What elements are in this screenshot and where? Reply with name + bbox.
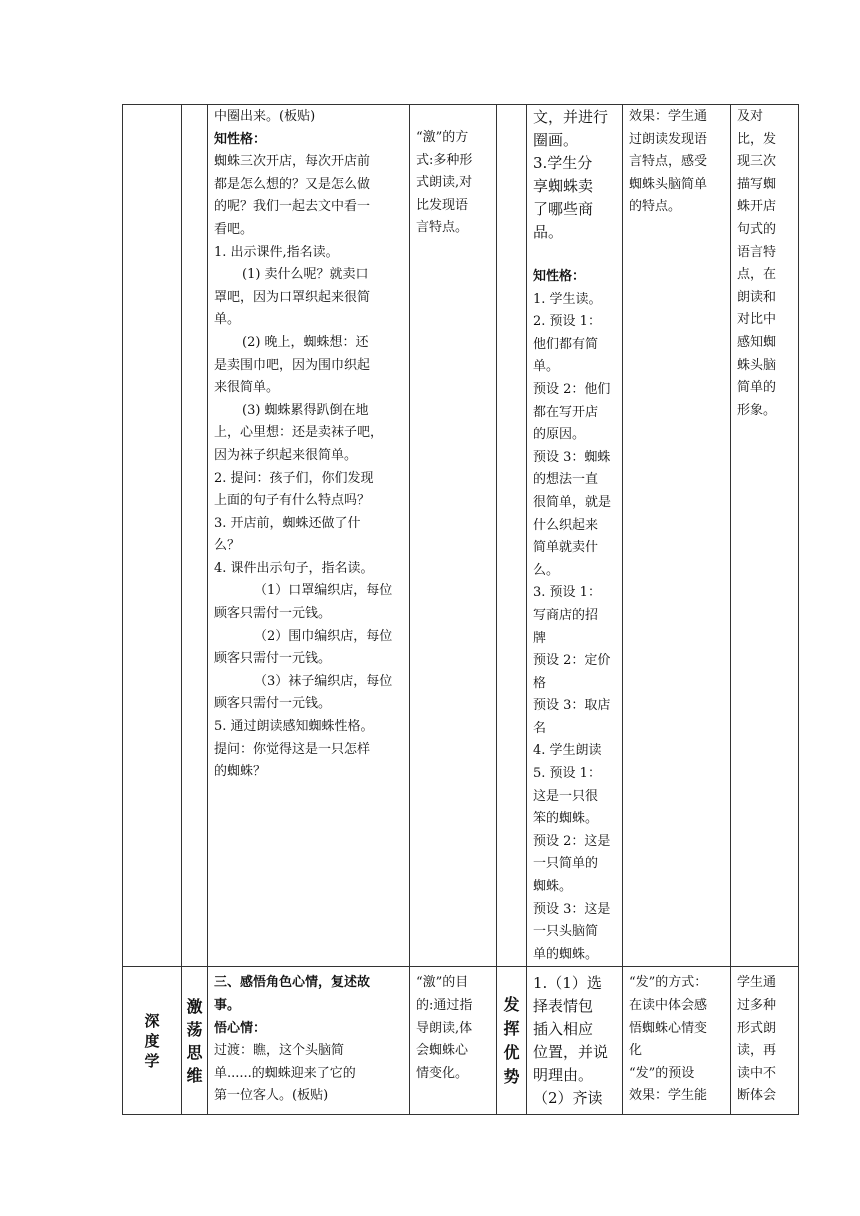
strategy-cell <box>182 105 208 967</box>
text-line: 过多种 <box>737 998 777 1013</box>
text-line: 预设 3：这是 <box>533 901 611 917</box>
text-line: 单。 <box>533 359 560 375</box>
text-line: 择表情包 <box>533 997 594 1016</box>
text-line: “激”的方 <box>416 130 469 145</box>
text-line: 位置，并说 <box>533 1043 609 1062</box>
section-heading: 悟心情： <box>214 1020 267 1036</box>
stage-cell <box>123 967 182 1115</box>
text-line: 情变化。 <box>416 1065 469 1081</box>
text-line: 看吧。 <box>214 221 254 237</box>
text-line: 的原因。 <box>533 427 586 443</box>
text-line: 很简单，就是 <box>533 494 612 510</box>
text-line: 插入相应 <box>533 1020 594 1039</box>
goal-cell <box>731 105 799 967</box>
text-line: 形式朗 <box>737 1020 777 1036</box>
text-line: 上面的句子有什么特点吗？ <box>214 493 371 509</box>
text-line: 单。 <box>214 312 241 328</box>
text-line: 的特点。 <box>629 199 682 215</box>
design-intent-cell <box>410 967 497 1115</box>
text-line: 圈画。 <box>533 131 579 149</box>
text-line: 格 <box>533 675 547 691</box>
text-line: 蛛头脑 <box>737 357 777 373</box>
student-strategy-cell <box>497 967 527 1115</box>
text-line: 中圈出来。(板贴) <box>214 109 316 124</box>
text-line: 一只头脑简 <box>533 924 599 940</box>
text-line: 描写蜘 <box>737 176 777 192</box>
text-line: 会蜘蛛心 <box>416 1043 469 1059</box>
text-line: 单......的蜘蛛迎来了它的 <box>214 1065 356 1081</box>
expected-effect-cell <box>623 967 731 1115</box>
text-line: 这是一只很 <box>533 788 599 804</box>
text-line: 学生通 <box>737 975 777 991</box>
text-line: 牌 <box>533 630 547 646</box>
text-line: 文，并进行 <box>533 108 609 126</box>
text-line: 的呢？我们一起去文中看一 <box>214 199 371 215</box>
text-line: （1）口罩编织店，每位 <box>254 583 393 599</box>
text-line: 预设 3：蜘蛛 <box>533 449 611 465</box>
text-line: 化 <box>629 1043 643 1059</box>
text-line: 提问：你觉得这是一只怎样 <box>214 741 371 757</box>
text-line: 享蜘蛛卖 <box>533 177 594 195</box>
text-line: “发”的预设 <box>629 1065 695 1081</box>
text-line: 蜘蛛头脑简单 <box>629 176 708 192</box>
text-line: 第一位客人。(板贴) <box>214 1088 329 1104</box>
text-line: 言特点。 <box>416 220 469 236</box>
text-line: 1. 学生读。 <box>533 291 602 307</box>
text-line: 么。 <box>533 562 560 578</box>
text-line: 么？ <box>214 538 241 554</box>
text-line: 预设 3：取店 <box>533 698 611 714</box>
text-line: 导朗读,体 <box>416 1020 473 1036</box>
text-line: 断体会 <box>737 1088 777 1104</box>
text-line: 式朗读,对 <box>416 175 473 191</box>
text-line: 2. 提问：孩子们，你们发现 <box>214 470 374 486</box>
text-line: 是卖围巾吧，因为围巾织起 <box>214 357 371 373</box>
text-line: 形象。 <box>737 402 777 418</box>
strategy-cell <box>182 967 208 1115</box>
text-line: 感知蜘 <box>737 334 777 350</box>
text-line: 都是怎么想的？又是怎么做 <box>214 176 371 192</box>
text-line: “激”的目 <box>416 975 469 991</box>
text-line: 预设 2：定价 <box>533 653 611 669</box>
text-line: 效果：学生通 <box>629 109 708 124</box>
text-line: 现三次 <box>737 154 777 170</box>
text-line: 比发现语 <box>416 197 469 213</box>
text-line: 悟蜘蛛心情变 <box>629 1020 708 1036</box>
text-line: 蜘蛛三次开店，每次开店前 <box>214 154 371 170</box>
design-intent-cell <box>410 105 497 967</box>
text-line: 他们都有简 <box>533 336 599 352</box>
text-line: 对比中 <box>737 312 777 328</box>
text-line: 4. 课件出示句子，指名读。 <box>214 560 374 576</box>
text-line: 4. 学生朗读 <box>533 743 602 759</box>
text-line: （2）齐读 <box>533 1089 603 1108</box>
student-strategy-cell <box>497 105 527 967</box>
text-line: 过朗读发现语 <box>629 131 708 147</box>
text-line: 效果：学生能 <box>629 1088 708 1104</box>
text-line: 简单就卖什 <box>533 540 599 556</box>
text-line: (2) 晚上，蜘蛛想：还 <box>242 334 369 350</box>
text-line: 5. 通过朗读感知蜘蛛性格。 <box>214 719 374 735</box>
text-line: 了哪些商 <box>533 200 594 218</box>
text-line: 写商店的招 <box>533 607 599 623</box>
text-line: 3. 开店前，蜘蛛还做了什 <box>214 515 361 531</box>
text-line: “发”的方式： <box>629 975 708 991</box>
text-line: 比，发 <box>737 131 777 147</box>
teacher-activity-cell <box>208 967 410 1115</box>
goal-cell <box>731 967 799 1115</box>
text-line: 在读中体会感 <box>629 998 708 1013</box>
text-line: 笨的蜘蛛。 <box>533 811 599 827</box>
spacer <box>533 244 617 266</box>
text-line: 预设 2：这是 <box>533 833 611 849</box>
text-line: 1.（1）选 <box>533 974 602 993</box>
text-line: 1. 出示课件,指名读。 <box>214 244 339 260</box>
text-line: 过渡：瞧，这个头脑简 <box>214 1043 345 1059</box>
text-line: 的:通过指 <box>416 998 473 1013</box>
section-heading: 知性格： <box>533 269 586 284</box>
text-line: （2）围巾编织店，每位 <box>254 628 393 644</box>
text-line: 来很简单。 <box>214 380 280 396</box>
text-line: 朗读和 <box>737 289 777 305</box>
text-line: 读中不 <box>737 1065 777 1081</box>
text-line: 式:多种形 <box>416 152 473 168</box>
text-line: （3）袜子编织店，每位 <box>254 673 393 689</box>
text-line: 明理由。 <box>533 1066 594 1085</box>
text-line: 的蜘蛛？ <box>214 764 267 780</box>
student-strategy-label: 发 挥 优 势 <box>503 995 520 1087</box>
text-line: 3. 预设 1： <box>533 585 601 601</box>
text-line: 5. 预设 1： <box>533 766 601 782</box>
text-line: 简单的 <box>737 380 777 396</box>
lesson-plan-table <box>122 104 799 1115</box>
teacher-activity-cell <box>208 105 410 967</box>
stage-label: 深 度 学 <box>144 1011 160 1070</box>
stage-cell <box>123 105 182 967</box>
text-line: 及对 <box>737 109 764 124</box>
section-heading: 三、感悟角色心情，复述故 <box>214 975 371 991</box>
text-line: 蛛开店 <box>737 199 777 215</box>
text-line: 名 <box>533 720 547 736</box>
text-line: 顾客只需付一元钱。 <box>214 696 332 712</box>
expected-effect-cell <box>623 105 731 967</box>
text-line: (3) 蜘蛛累得趴倒在地 <box>242 402 369 418</box>
student-activity-cell <box>527 105 623 967</box>
student-activity-cell <box>527 967 623 1115</box>
text-line: 蜘蛛。 <box>533 879 573 895</box>
text-line: 2. 预设 1： <box>533 314 601 330</box>
text-line: 的想法一直 <box>533 472 599 488</box>
text-line: 顾客只需付一元钱。 <box>214 651 332 667</box>
text-line: 都在写开店 <box>533 404 599 420</box>
text-line: 言特点，感受 <box>629 154 708 170</box>
table-row <box>123 105 799 967</box>
section-heading: 知性格： <box>214 131 267 147</box>
text-line: 读，再 <box>737 1043 777 1059</box>
text-line: 点，在 <box>737 267 777 283</box>
strategy-label: 激 荡 思 维 <box>186 996 203 1085</box>
text-line: 因为袜子织起来很简单。 <box>214 447 358 463</box>
text-line: 预设 2：他们 <box>533 381 611 397</box>
text-line: 品。 <box>533 223 564 241</box>
text-line: 上，心里想：还是卖袜子吧， <box>214 425 384 441</box>
text-line: 一只简单的 <box>533 856 599 872</box>
table-row <box>123 967 799 1115</box>
text-line: 单的蜘蛛。 <box>533 946 599 962</box>
section-heading: 事。 <box>214 998 241 1013</box>
text-line: 什么织起来 <box>533 517 599 533</box>
text-line: 罩吧，因为口罩织起来很简 <box>214 289 371 305</box>
text-line: (1) 卖什么呢？就卖口 <box>242 267 369 283</box>
text-line: 句式的 <box>737 221 777 237</box>
text-line: 3.学生分 <box>533 154 593 172</box>
text-line: 顾客只需付一元钱。 <box>214 606 332 622</box>
text-line: 语言特 <box>737 244 777 260</box>
